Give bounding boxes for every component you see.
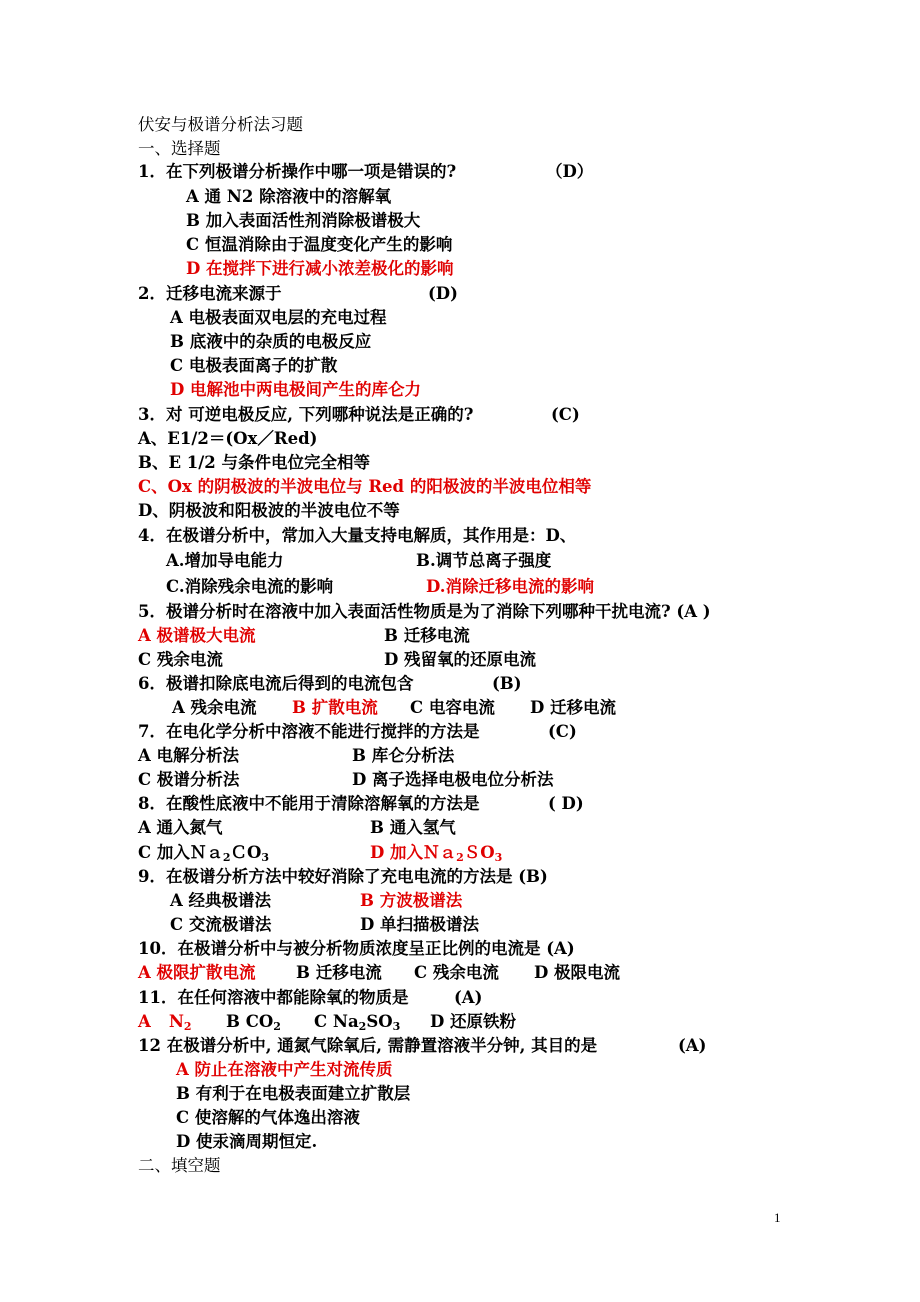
answer-key: （D）	[546, 162, 594, 181]
question-10: 10．在极谱分析中与被分析物质浓度呈正比例的电流是 (A)	[138, 939, 575, 958]
option-a: A 电解分析法	[138, 746, 240, 765]
option-a: A、E1/2＝(Ox／Red)	[138, 429, 318, 448]
question-stem: 12 在极谱分析中, 通氮气除氧后, 需静置溶液半分钟, 其目的是	[138, 1036, 598, 1055]
option-d-correct: D 加入Ｎａ$_2$ＳO$_3$	[370, 843, 503, 864]
option-d-correct: D 在搅拌下进行减小浓差极化的影响	[186, 259, 454, 278]
option-a-correct: A $N_2$	[138, 1012, 192, 1033]
answer-key: (A)	[454, 988, 483, 1007]
question-stem: 2．迁移电流来源于	[138, 284, 282, 303]
answer-key: (B)	[492, 674, 522, 693]
option-d: D 残留氧的还原电流	[384, 650, 537, 669]
option-c: C.消除残余电流的影响	[166, 577, 334, 596]
option-d-correct: D 电解池中两电极间产生的库仑力	[170, 380, 422, 399]
question-3	[138, 403, 580, 427]
question-11	[138, 986, 483, 1010]
option-a-correct: A 防止在溶液中产生对流传质	[176, 1060, 393, 1079]
option-a-correct: A 极谱极大电流	[138, 626, 256, 645]
option-c: C 恒温消除由于温度变化产生的影响	[186, 235, 453, 254]
option-c: C 加入Ｎａ$_2$ＣO$_3$	[138, 843, 270, 864]
option-c: C 电容电流	[410, 698, 495, 717]
option-b: B $CO_2$	[226, 1012, 281, 1033]
page-number: 1	[774, 1210, 781, 1225]
question-stem: 6．极谱扣除底电流后得到的电流包含	[138, 674, 414, 693]
option-b: B 加入表面活性剂消除极谱极大	[186, 211, 421, 230]
answer-key: (D)	[428, 284, 458, 303]
doc-title: 伏安与极谱分析法习题	[138, 115, 303, 134]
option-b-correct: B 方波极谱法	[360, 891, 463, 910]
option-b-correct: B 扩散电流	[292, 698, 378, 717]
option-a-correct: A 极限扩散电流	[138, 963, 256, 982]
answer-key: (A)	[678, 1036, 707, 1055]
question-stem: 7．在电化学分析中溶液不能进行搅拌的方法是	[138, 722, 480, 741]
option-a: A 经典极谱法	[170, 891, 272, 910]
option-c: C 残余电流	[414, 963, 499, 982]
question-5: 5．极谱分析时在溶液中加入表面活性物质是为了消除下列哪种干扰电流? (A )	[138, 602, 711, 621]
answer-key: (C)	[548, 722, 577, 741]
question-6	[138, 672, 522, 696]
option-c: C 电极表面离子的扩散	[170, 356, 338, 375]
option-b: B 通入氢气	[370, 818, 456, 837]
question-stem: 3．对 可逆电极反应, 下列哪种说法是正确的?	[138, 405, 474, 424]
option-a: A 通 N2 除溶液中的溶解氧	[186, 187, 392, 206]
option-d-correct: D.消除迁移电流的影响	[426, 577, 594, 596]
option-b: B 底液中的杂质的电极反应	[170, 332, 372, 351]
option-c: C $Na_2SO_3$	[314, 1012, 401, 1033]
answer-key: ( D)	[548, 794, 584, 813]
option-c: C 极谱分析法	[138, 770, 240, 789]
option-d: D 极限电流	[534, 963, 621, 982]
option-d: D 单扫描极谱法	[360, 915, 480, 934]
answer-key: (C)	[551, 405, 580, 424]
option-a: A 电极表面双电层的充电过程	[170, 308, 387, 327]
option-b: B 迁移电流	[296, 963, 382, 982]
question-9: 9．在极谱分析方法中较好消除了充电电流的方法是 (B)	[138, 867, 548, 886]
question-8	[138, 792, 584, 816]
option-b: B 库仑分析法	[352, 746, 455, 765]
question-2	[138, 282, 458, 306]
option-c: C 残余电流	[138, 650, 223, 669]
question-stem: 8．在酸性底液中不能用于清除溶解氧的方法是	[138, 794, 480, 813]
option-d: D 离子选择电极电位分析法	[352, 770, 554, 789]
option-c-correct: C、Ox 的阴极波的半波电位与 Red 的阳极波的半波电位相等	[138, 477, 592, 496]
question-7	[138, 720, 577, 744]
option-c: C 交流极谱法	[170, 915, 272, 934]
option-c: C 使溶解的气体逸出溶液	[176, 1108, 360, 1127]
option-a: A.增加导电能力	[166, 551, 284, 570]
option-a: A 残余电流	[172, 698, 257, 717]
option-d: D 使汞滴周期恒定.	[176, 1132, 318, 1151]
option-b: B.调节总离子强度	[416, 551, 552, 570]
option-d: D 还原铁粉	[430, 1012, 517, 1031]
question-12	[138, 1034, 707, 1058]
option-b: B 迁移电流	[384, 626, 470, 645]
question-1	[138, 160, 594, 184]
section-heading-choice: 一、选择题	[138, 139, 221, 158]
question-4: 4．在极谱分析中，常加入大量支持电解质，其作用是：D、	[138, 526, 577, 545]
option-a: A 通入氮气	[138, 818, 223, 837]
section-heading-fill: 二、填空题	[138, 1156, 221, 1175]
option-b: B 有利于在电极表面建立扩散层	[176, 1084, 411, 1103]
question-stem: 11．在任何溶液中都能除氧的物质是	[138, 988, 409, 1007]
option-b: B、E 1/2 与条件电位完全相等	[138, 453, 370, 472]
question-stem: 1．在下列极谱分析操作中哪一项是错误的?	[138, 162, 457, 181]
option-d: D、阴极波和阳极波的半波电位不等	[138, 501, 400, 520]
option-d: D 迁移电流	[530, 698, 617, 717]
